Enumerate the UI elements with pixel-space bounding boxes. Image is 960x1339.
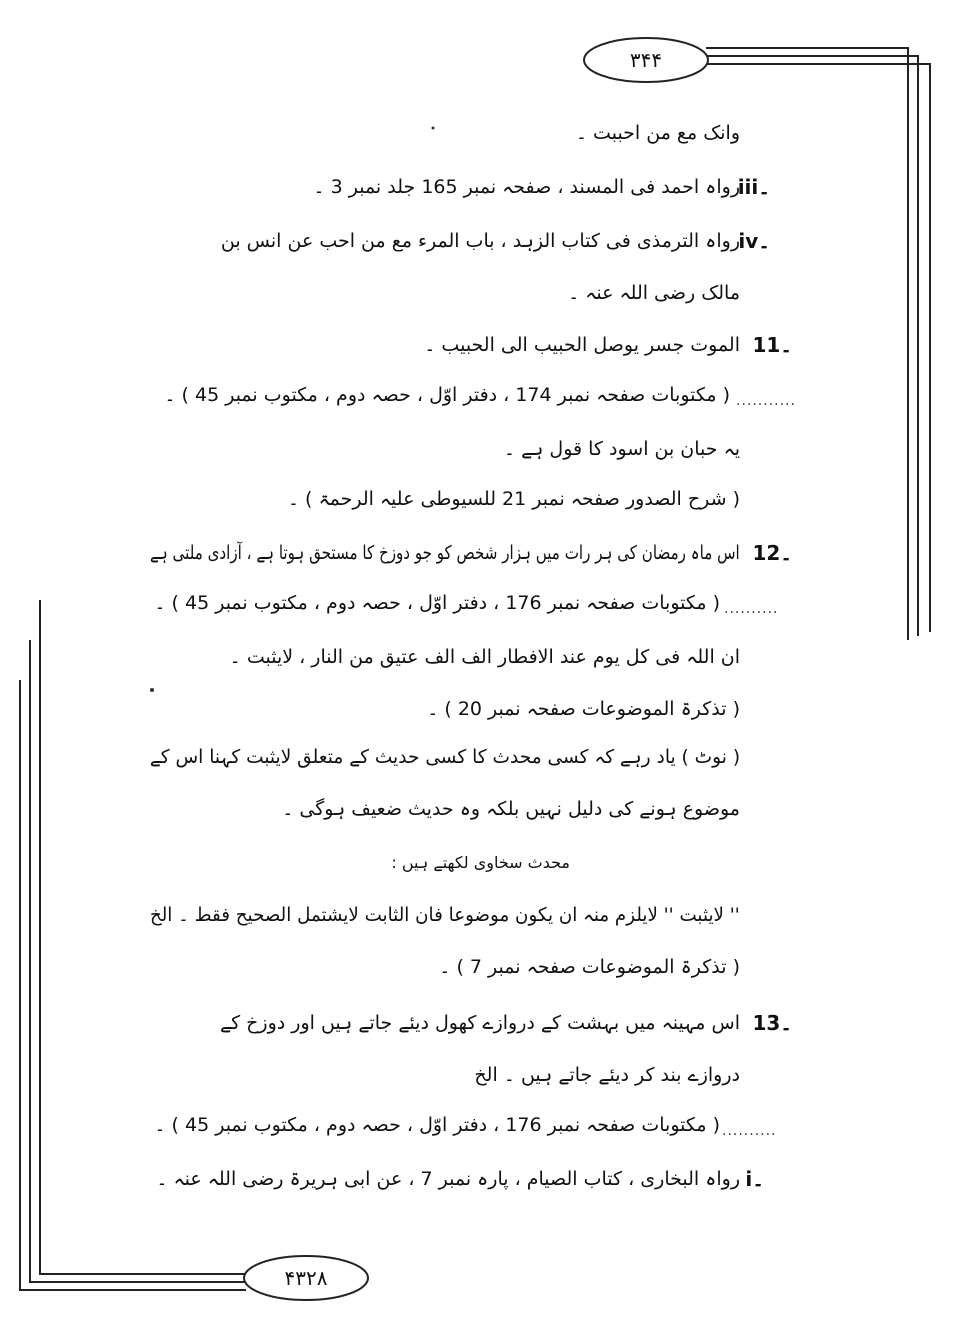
text-line: ان اللہ فی کل یوم عند الافطار الف الف عتیق من النار ، لایثبت ۔ [229, 646, 740, 668]
text-line: رواہ احمد فی المسند ، صفحہ نمبر 165 جلد نمبر 3 ۔ [313, 176, 740, 198]
text-line: یہ حبان بن اسود کا قول ہے ۔ [503, 438, 740, 460]
list-marker: i۔ [745, 1167, 764, 1191]
list-marker: 12۔ [752, 541, 792, 565]
text-line: محدث سخاوی لکھتے ہیں : [391, 853, 570, 872]
text-line: ( مکتوبات صفحہ نمبر 176 ، دفتر اوّل ، حصہ دوم ، مکتوب نمبر 45 ) ۔ [154, 592, 720, 614]
text-line: ( شرح الصدور صفحہ نمبر 21 للسیوطی علیہ الرحمۃ ) ۔ [287, 488, 740, 510]
leader-dots: .......... [722, 1123, 777, 1139]
text-line: دروازے بند کر دیئے جاتے ہیں ۔ الخ [474, 1064, 740, 1086]
text-line: رواہ الترمذی فی کتاب الزہد ، باب المرء مع من احب عن انس بن [220, 230, 740, 252]
list-marker: iii۔ [737, 175, 770, 199]
leader-dots: .......... [724, 601, 779, 617]
text-line: اس ماہ رمضان کی ہر رات میں ہزار شخص کو جو دوزخ کا مستحق ہوتا ہے ، آزادی ملتی ہے [150, 542, 740, 564]
text-line: ( مکتوبات صفحہ نمبر 176 ، دفتر اوّل ، حصہ دوم ، مکتوب نمبر 45 ) ۔ [154, 1114, 720, 1136]
text-line: موضوع ہونے کی دلیل نہیں بلکہ وہ حدیث ضعیف ہوگی ۔ [282, 798, 740, 820]
list-marker: 11۔ [752, 333, 792, 357]
text-line: ( تذکرۃ الموضوعات صفحہ نمبر 20 ) ۔ [427, 698, 740, 720]
text-line: '' لایثبت '' لایلزم منہ ان یکون موضوعا فان الثابت لایشتمل الصحیح فقط ۔ الخ [150, 904, 740, 926]
text-line: ( نوٹ ) یاد رہے کہ کسی محدث کا کسی حدیث کے متعلق لایثبت کہنا اس کے [149, 746, 740, 768]
list-marker: iv۔ [738, 229, 770, 253]
page-number-bottom: ۴۳۲۸ [284, 1266, 328, 1290]
page-number-top: ۳۴۴ [629, 48, 663, 72]
leader-dots: ........... [736, 393, 796, 409]
text-line: اس مہینہ میں بہشت کے دروازے کھول دیئے جاتے ہیں اور دوزخ کے [219, 1012, 740, 1034]
text-line: وانک مع من احببت ۔ [575, 122, 740, 144]
text-line: ( مکتوبات صفحہ نمبر 174 ، دفتر اوّل ، حصہ دوم ، مکتوب نمبر 45 ) ۔ [164, 384, 730, 406]
text-line: الموت جسر یوصل الحبیب الی الحبیب ۔ [424, 334, 740, 356]
text-line: مالک رضی اللہ عنہ ۔ [568, 282, 740, 304]
text-line: رواہ البخاری ، کتاب الصیام ، پارہ نمبر 7 ، عن ابی ہریرۃ رضی اللہ عنہ ۔ [156, 1168, 740, 1190]
list-marker: 13۔ [752, 1011, 792, 1035]
text-line: ( تذکرۃ الموضوعات صفحہ نمبر 7 ) ۔ [439, 956, 740, 978]
